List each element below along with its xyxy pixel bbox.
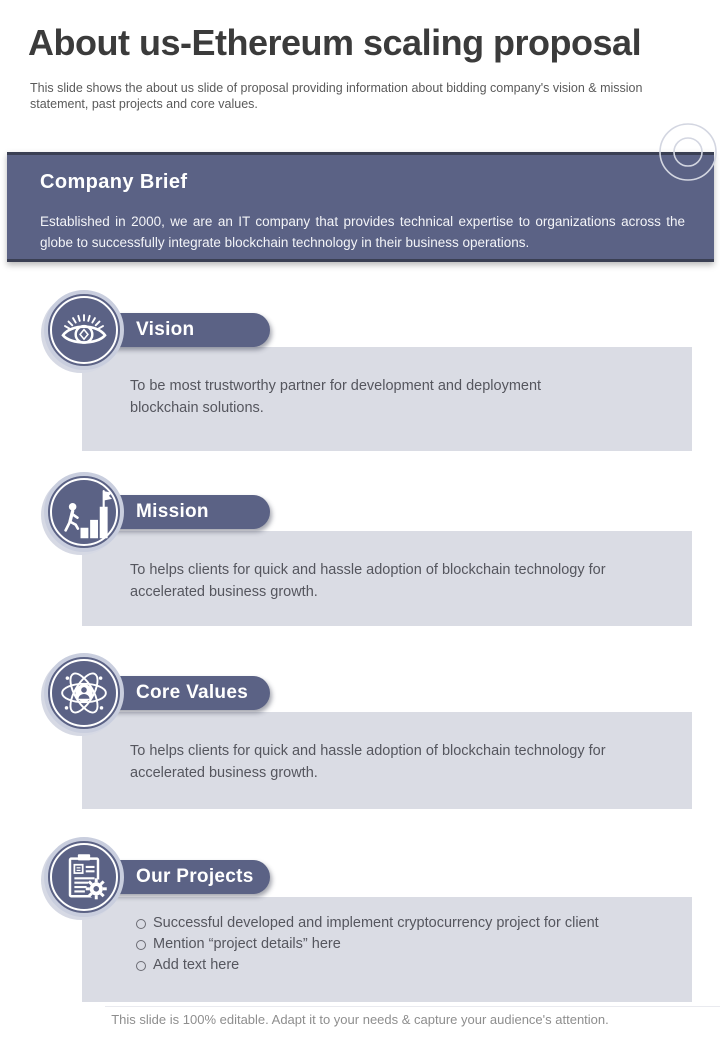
vision-header-pill [100,313,270,347]
our-projects-header-pill [100,860,270,894]
vision-body: To be most trustworthy partner for development and deployment blockchain solutions. [130,378,542,416]
company-brief-banner [7,152,714,262]
mission-content-box [82,531,692,626]
project-bullet: Successful developed and implement cryptocurrency project for client [136,913,667,934]
mission-header-pill [100,495,270,529]
core-values-label: Core Values [136,682,249,703]
core-values-content-box [82,712,692,809]
core-values-icon-circle [44,653,124,733]
our-projects-bullet-list [136,913,667,976]
mission-body: To helps clients for quick and hassle adoption of blockchain technology for accelerated business growth. [130,562,606,600]
our-projects-icon-circle [44,837,124,917]
atom-person-icon [56,665,112,721]
growth-steps-flag-icon [56,484,112,540]
eye-icon [56,302,112,358]
core-values-body: To helps clients for quick and hassle adoption of blockchain technology for accelerated business growth. [130,743,606,781]
project-bullet: Mention “project details” here [136,934,667,955]
clipboard-gear-icon [56,849,112,905]
footer-note: This slide is 100% editable. Adapt it to your needs & capture your audience's attention. [111,1012,609,1027]
vision-label: Vision [136,319,195,340]
page-title: About us-Ethereum scaling proposal [28,22,642,63]
mission-icon-circle [44,472,124,552]
vision-content-box [82,347,692,451]
our-projects-content-box [82,897,692,1002]
vision-icon-circle [44,290,124,370]
page-subtitle: This slide shows the about us slide of proposal providing information about bidding company's vision & mission statement, past projects and core values. [30,81,643,111]
mission-label: Mission [136,501,209,522]
core-values-header-pill [100,676,270,710]
company-brief-heading: Company Brief [40,171,188,193]
our-projects-label: Our Projects [136,866,254,887]
project-bullet: Add text here [136,955,667,976]
footer-divider [105,1006,720,1007]
company-brief-body: Established in 2000, we are an IT company that provides technical expertise to organizations across the globe to successfully integrate blockchain technology in their business operations. [40,214,685,250]
